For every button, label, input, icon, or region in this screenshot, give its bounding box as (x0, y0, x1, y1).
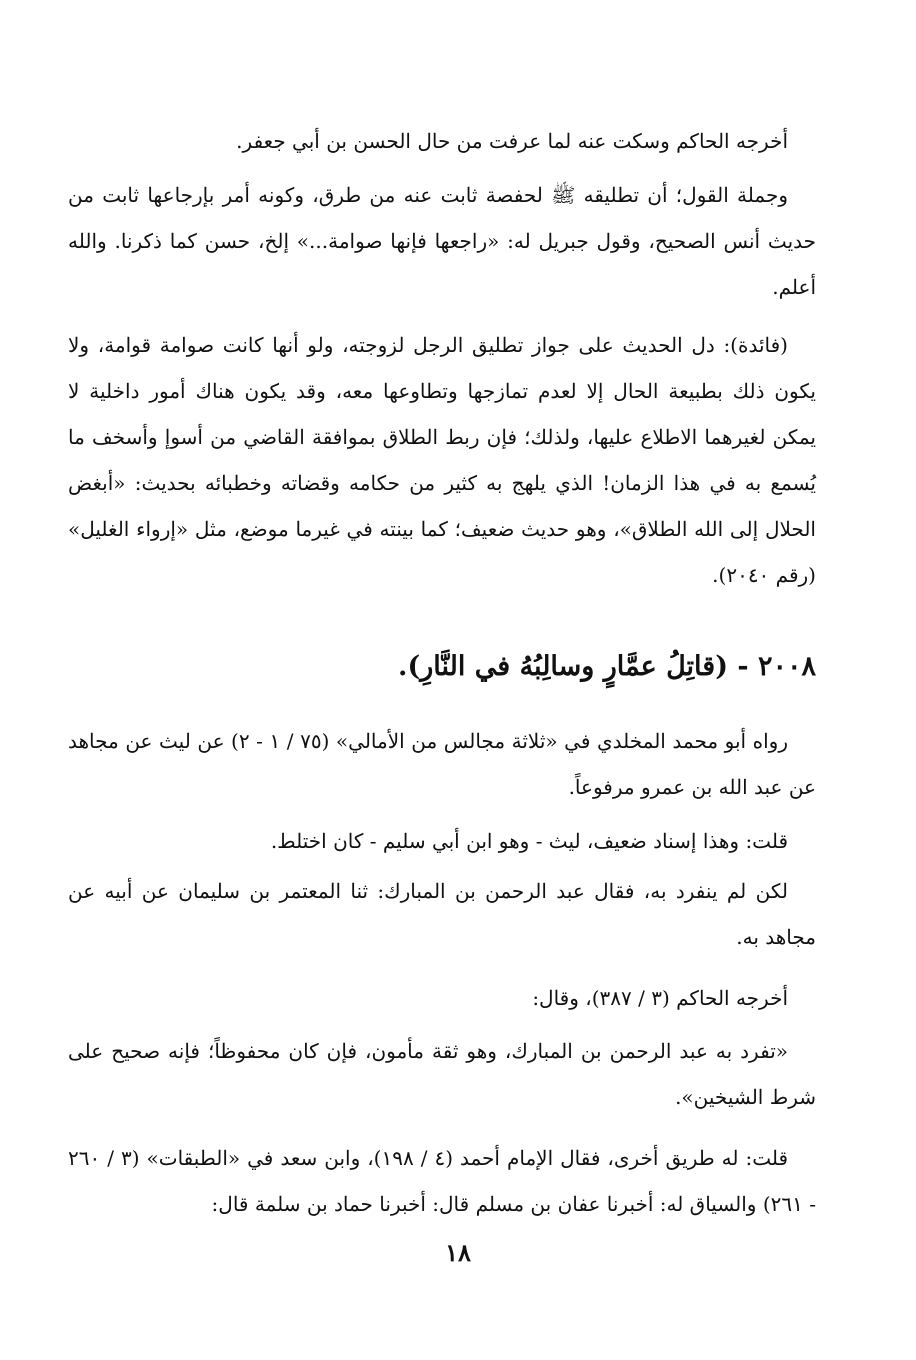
hadith-heading: ٢٠٠٨ - (قاتِلُ عمَّارٍ وسالِبُهُ في النَّارِ). (398, 651, 816, 682)
page-number: ١٨ (445, 1238, 471, 1267)
paragraph-9: قلت: له طريق أخرى، فقال الإمام أحمد (٤ / ١٩٨)، وابن سعد في «الطبقات» (٣ / ٢٦٠ - ٢٦١) والسياق له: أخبرنا عفان بن مسلم قال: أخبرنا حماد بن سلمة قال: (68, 1146, 816, 1216)
paragraph-7: أخرجه الحاكم (٣ / ٣٨٧)، وقال: (532, 986, 788, 1010)
paragraph-fawaid: (فائدة): دل الحديث على جواز تطليق الرجل لزوجته، ولو أنها كانت صوامة قوامة، ولا يكون ذلك بطبيعة الحال إلا لعدم تمازجها وتطاوعها معه، وقد يكون هناك أمور داخلية لا يمكن لغيرهما الاطلاع عليها، ولذلك؛ فإن ربط الطلاق بموافقة القاضي من أسوإ وأسخف ما يُسمع به في هذا الزمان! الذي يلهج به كثير من حكامه وقضاته وخطبائه بحديث: «أبغض الحلال إلى الله الطلاق»، وهو حديث ضعيف؛ كما بينته في غيرما موضع، مثل «إرواء الغليل» (رقم ٢٠٤٠). (68, 333, 816, 587)
paragraph-1: أخرجه الحاكم وسكت عنه لما عرفت من حال الحسن بن أبي جعفر. (236, 129, 788, 153)
paragraph-5: قلت: وهذا إسناد ضعيف، ليث - وهو ابن أبي سليم - كان اختلط. (270, 829, 788, 853)
paragraph-4: رواه أبو محمد المخلدي في «ثلاثة مجالس من الأمالي» (٧٥ / ١ - ٢) عن ليث عن مجاهد عن عبد الله بن عمرو مرفوعاً. (68, 729, 816, 799)
paragraph-6: لكن لم ينفرد به، فقال عبد الرحمن بن المبارك: ثنا المعتمر بن سليمان عن أبيه عن مجاهد به. (68, 879, 816, 949)
paragraph-2: وجملة القول؛ أن تطليقه ﷺ لحفصة ثابت عنه من طرق، وكونه أمر بإرجاعها ثابت من حديث أنس الصحيح، وقول جبريل له: «راجعها فإنها صوامة...» إلخ، حسن كما ذكرنا. والله أعلم. (68, 183, 816, 299)
quote-paragraph: «تفرد به عبد الرحمن بن المبارك، وهو ثقة مأمون، فإن كان محفوظاً؛ فإنه صحيح على شرط الشيخين». (68, 1039, 816, 1109)
